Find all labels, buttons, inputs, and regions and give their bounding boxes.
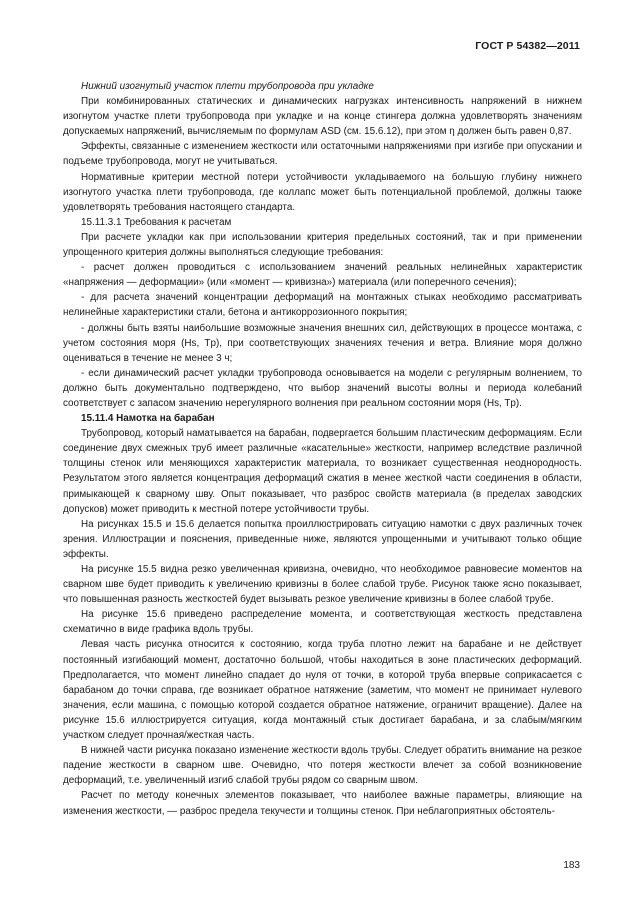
list-item: - расчет должен проводиться с использованием значений реальных нелинейных характеристик «напряжения — деформации» (или «момент — кривизна») материала (или поперечного сечения); [63,262,582,289]
paragraph: При расчете укладки как при использовании критерия предельных состояний, так и при применении упрощенного критерия должны выполняться следующие требования: [63,231,582,259]
paragraph: В нижней части рисунка показано изменение жесткости вдоль трубы. Следует обратить внимание на резкое падение жесткости в сварном шве. Очевидно, что потеря жесткости влечет за собой возникновение деформаций, т.е. увеличенный изгиб слабой трубы рядом со сварным швом. [63,745,582,787]
section-subheading: Нижний изогнутый участок плети трубопровода при укладке [81,81,374,92]
paragraph: Трубопровод, который наматывается на барабан, подвергается большим пластическим деформациям. Если соединение двух смежных труб имеет различные «касательные» жесткости, например вследствие различной толщины стенок или меняющихся характеристик материала, то возникает существенная неоднородность. Результатом этого является концентрация деформаций сжатия в менее жесткой части соединения в области, примыкающей к сварному шву. Опыт показывает, что разброс свойств материала (в пределах заводских допусков) может приводить к местной потере устойчивости трубы. [63,428,582,515]
paragraph: Расчет по методу конечных элементов показывает, что наиболее важные параметры, влияющие на изменения жесткости, — разброс предела текучести и толщины стенок. При неблагоприятных обстоятель- [63,790,582,817]
paragraph: При комбинированных статических и динамических нагрузках интенсивность напряжений в нижнем изогнутом участке плети трубопровода при укладке и на конце стингера должна удовлетворять значениям допускаемых напряжений, вычисляемым по формулам ASD (см. 15.6.12), при этом η должен быть равен 0,87. [63,96,582,138]
list-item: - для расчета значений концентрации деформаций на монтажных стыках необходимо рассматривать нелинейные характеристики стали, бетона и антикоррозионного покрытия; [63,292,582,319]
paragraph: На рисунке 15.6 приведено распределение момента, и соответствующая жесткость представлена схематично в виде графика вдоль трубы. [63,609,582,636]
paragraph: Эффекты, связанные с изменением жесткости или остаточными напряжениями при изгибе при опускании и подъеме трубопровода, могут не учитываться. [63,141,582,168]
document-body [63,79,582,819]
subsection-heading: 15.11.3.1 Требования к расчетам [81,216,232,228]
section-heading: 15.11.4 Намотка на барабан [81,413,215,425]
list-item: - если динамический расчет укладки трубопровода основывается на модели с регулярным волнением, то должно быть документально подтверждено, что выбор значений высоты волны и периода колебаний соответствует с запасом значению нерегулярного волнения при реальном состоянии моря (Hs, Tp). [63,367,582,409]
page-header-standard: ГОСТ Р 54382—2011 [475,40,580,52]
paragraph: На рисунках 15.5 и 15.6 делается попытка проиллюстрировать ситуацию намотки с двух различных точек зрения. Иллюстрации и пояснения, приведенные ниже, являются упрощенными и учитывают только общие эффекты. [63,518,582,560]
paragraph: Левая часть рисунка относится к состоянию, когда труба плотно лежит на барабане и не действует постоянный изгибающий момент, достаточно большой, чтобы находиться в зоне пластических деформаций. Предполагается, что момент линейно спадает до нуля от точки, в которой труба впервые соприкасается с барабаном до точки справа, где возникает обратное натяжение (заметим, что момент не принимает нулевого значения, если машина, с помощью которой создается обратное натяжение, ограничит вращение). Далее на рисунке 15.6 иллюстрируется ситуация, когда монтажный стык достигает барабана, и за слабым/мягким участком следует прочная/жесткая часть. [63,639,582,742]
paragraph: Нормативные критерии местной потери устойчивости укладываемого на большую глубину нижнего изогнутого участка плети трубопровода, где коллапс может быть потенциальной проблемой, должны также удовлетворять требования настоящего стандарта. [63,171,582,213]
paragraph: На рисунке 15.5 видна резко увеличенная кривизна, очевидно, что необходимое равновесие моментов на сварном шве будет приводить к увеличению кривизны в более слабой трубе. Рисунок также ясно показывает, что повышенная разность жесткостей будет вызывать резкое увеличение кривизны в более слабой трубе. [63,564,582,606]
list-item: - должны быть взяты наибольшие возможные значения внешних сил, действующих в процессе монтажа, с учетом состояния моря (Hs, Tp), при соответствующих значениях течения и ветра. Влияние моря должно оцениваться в течение не менее 3 ч; [63,322,582,364]
page-number: 183 [563,860,580,871]
